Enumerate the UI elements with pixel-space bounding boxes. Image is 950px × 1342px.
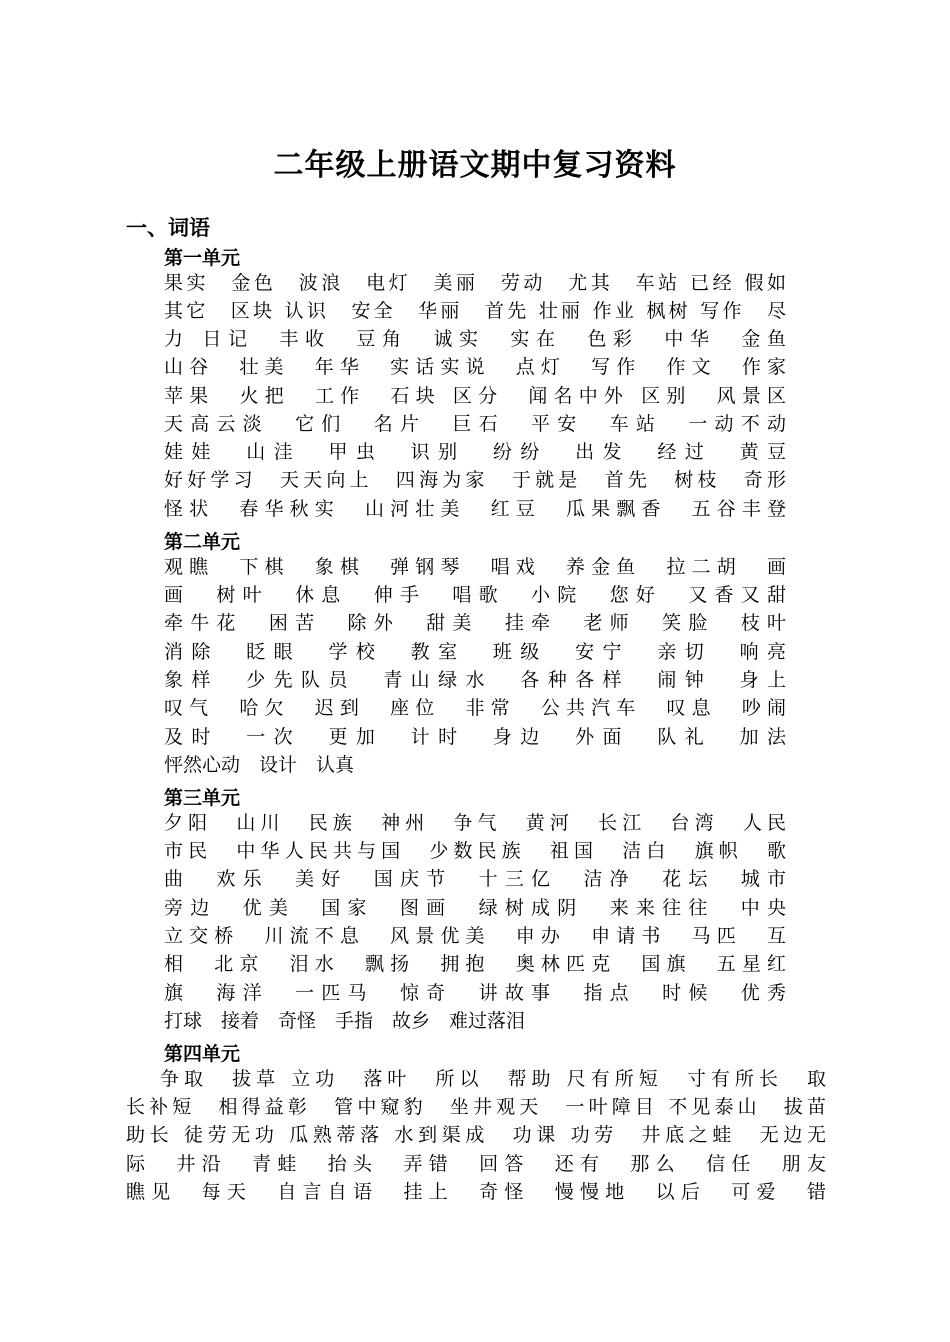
vocab-line: 长补短 相得益彰 管中窥豹 坐井观天 一叶障目 不见泰山 拔苗 [126, 1096, 826, 1118]
vocab-line: 其它 区块 认识 安全 华丽 首先 壮丽 作业 枫树 写作 尽 [164, 300, 786, 322]
unit-heading-1: 第一单元 [164, 247, 241, 269]
vocab-line: 画 树叶 休息 伸手 唱歌 小院 您好 又香又甜 [164, 584, 786, 606]
vocab-line: 夕阳 山川 民族 神州 争气 黄河 长江 台湾 人民 [164, 812, 786, 834]
vocab-line: 旁边 优美 国家 图画 绿树成阴 来来往往 中央 [164, 897, 786, 919]
vocab-line: 怦然心动 设计 认真 [164, 754, 355, 776]
vocab-line: 观瞧 下棋 象棋 弹钢琴 唱戏 养金鱼 拉二胡 画 [164, 556, 786, 578]
vocab-line: 叹气 哈欠 迟到 座位 非常 公共汽车 叹息 吵闹 [164, 697, 786, 719]
vocab-line: 象样 少先队员 青山绿水 各种各样 闹钟 身上 [164, 669, 786, 691]
unit-heading-3: 第三单元 [164, 787, 241, 809]
unit-heading-4: 第四单元 [164, 1043, 241, 1065]
vocab-line: 助长 徒劳无功 瓜熟蒂落 水到渠成 功课 功劳 井底之蛙 无边无 [126, 1124, 826, 1146]
vocab-line: 相 北京 泪水 飘扬 拥抱 奥林匹克 国旗 五星红 [164, 953, 786, 975]
page-title: 二年级上册语文期中复习资料 [273, 148, 677, 183]
vocab-line: 苹果 火把 工作 石块 区分 闻名中外 区别 风景区 [164, 385, 786, 407]
vocab-line: 好好学习 天天向上 四海为家 于就是 首先 树枝 奇形 [164, 469, 786, 491]
vocab-line: 天高云淡 它们 名片 巨石 平安 车站 一动不动 [164, 413, 786, 435]
vocab-line: 果实 金色 波浪 电灯 美丽 劳动 尤其 车站 已经 假如 [164, 272, 786, 294]
vocab-line: 消除 眨眼 学校 教室 班级 安宁 亲切 响亮 [164, 641, 786, 663]
vocab-line: 市民 中华人民共与国 少数民族 祖国 洁白 旗帜 歌 [164, 840, 786, 862]
vocab-line: 曲 欢乐 美好 国庆节 十三亿 洁净 花坛 城市 [164, 868, 786, 890]
vocab-line: 及时 一次 更加 计时 身边 外面 队礼 加法 [164, 726, 786, 748]
vocab-line: 瞧见 每天 自言自语 挂上 奇怪 慢慢地 以后 可爱 错 [126, 1181, 826, 1203]
section-heading-vocabulary: 一、词语 [126, 215, 210, 240]
vocab-line: 娃娃 山洼 甲虫 识别 纷纷 出发 经过 黄豆 [164, 441, 786, 463]
unit-heading-2: 第二单元 [164, 531, 241, 553]
vocab-line: 力 日记 丰收 豆角 诚实 实在 色彩 中华 金鱼 [164, 328, 786, 350]
vocab-line: 怪状 春华秋实 山河壮美 红豆 瓜果飘香 五谷丰登 [164, 498, 786, 520]
vocab-line: 打球 接着 奇怪 手指 故乡 难过落泪 [164, 1010, 526, 1032]
vocab-line: 际 井沿 青蛙 抬头 弄错 回答 还有 那么 信任 朋友 [126, 1153, 826, 1175]
vocab-line: 争取 拔草 立功 落叶 所以 帮助 尺有所短 寸有所长 取 [160, 1068, 826, 1090]
vocab-line: 山谷 壮美 年华 实话实说 点灯 写作 作文 作家 [164, 356, 786, 378]
vocab-line: 旗 海洋 一匹马 惊奇 讲故事 指点 时候 优秀 [164, 982, 786, 1004]
vocab-line: 立交桥 川流不息 风景优美 申办 申请书 马匹 互 [164, 925, 786, 947]
vocab-line: 牵牛花 困苦 除外 甜美 挂牵 老师 笑脸 枝叶 [164, 612, 786, 634]
